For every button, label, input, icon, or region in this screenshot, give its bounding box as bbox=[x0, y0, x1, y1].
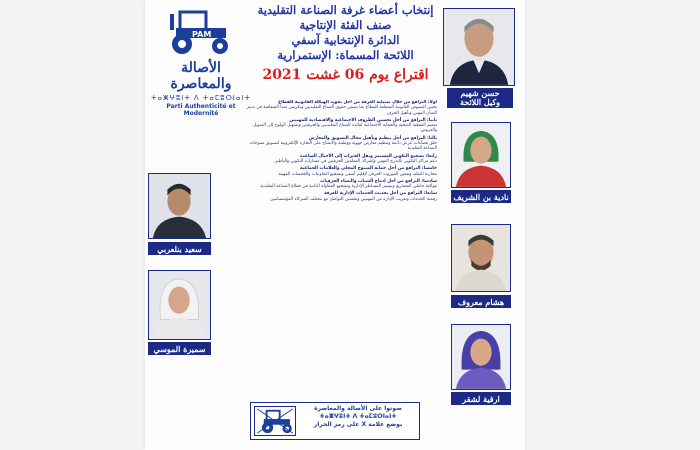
candidate-photo-1 bbox=[443, 8, 515, 86]
program-section bbox=[239, 118, 437, 134]
program-section-heading: سابعا: الترافع من أجل تحديث الخدمات الإدارية للغرفة bbox=[324, 191, 437, 197]
candidate-namebar-1 bbox=[447, 88, 513, 108]
program-section-body: رقمنة الخدمات وتقريب الإدارة من المهنيين وتحسين التواصل مع مختلف الشركاء المؤسساتيين bbox=[270, 196, 437, 202]
candidate-namebar-3 bbox=[148, 242, 211, 255]
vote-instruction-box bbox=[250, 402, 420, 440]
program-section-heading: رابعا: تشجيع التكوين المستمر ونقل الخبرات إلى الأجيال الصاعدة bbox=[299, 153, 437, 159]
electoral-program bbox=[239, 100, 437, 392]
portrait-icon bbox=[149, 174, 210, 238]
program-section-body: دعم مراكز التكوين بالتدرج المهني وإشراك المعلمين الحرفيين في مسارات التكوين والتأطير bbox=[274, 158, 437, 164]
election-flyer bbox=[145, 0, 525, 450]
candidate-photo-4 bbox=[451, 224, 511, 292]
logo-badge-text: PAM bbox=[192, 30, 212, 39]
party-name-ar: الأصالة والمعاصرة bbox=[170, 60, 232, 92]
footer-text bbox=[299, 405, 417, 429]
vote-date: اقتراع يوم 06 غشت 2021 bbox=[262, 67, 429, 83]
candidate-name-5: سميرة الموسي bbox=[153, 343, 206, 354]
program-section-body: تحيين النصوص القانونية المنظمة للقطاع بما يضمن حقوق الصناع التقليديين وتكريس مبدأ الشفافية في تدبير الشأن المهني وتأهيل الحرف bbox=[246, 105, 437, 116]
candidate-name-3: سعيد بنلعربي bbox=[157, 243, 202, 254]
program-section bbox=[239, 154, 437, 165]
candidate-namebar-6 bbox=[451, 392, 511, 405]
tractor-icon bbox=[162, 8, 240, 56]
candidate-name-2: نادية بن الشريف bbox=[453, 191, 509, 202]
flyer-title bbox=[243, 3, 448, 85]
title-line-4: اللائحة المسماة: الإستمرارية bbox=[277, 48, 414, 62]
program-section bbox=[239, 166, 437, 177]
program-section-heading: أولا: الترافع من خلال تمثيلية الغرفة من أجل تجويد الهيكلة القانونية للقطاع bbox=[278, 100, 437, 105]
footer-line-1: صوتوا على الأصالة والمعاصرة bbox=[314, 405, 402, 412]
candidate-name-1: حسن شهيم bbox=[460, 88, 500, 98]
candidate-photo-5 bbox=[148, 270, 211, 340]
candidate-namebar-4 bbox=[451, 295, 511, 308]
party-name-tifinagh: ⵜⴰⵥⵖⵓⵏⵜ ⴷ ⵜⴰⵎⵓⵔⵏⴰⵏⵜ bbox=[151, 94, 251, 102]
program-section-body: محاربة التقليد وتثمين الموروث الحرفي لإقليم آسفي وتشجيع التعاونيات والجمعيات المهنية bbox=[278, 171, 437, 177]
program-section-heading: ثانيا: الترافع من أجل تحسين الظروف الاجتماعية والاقتصادية للمهنيين bbox=[289, 117, 437, 123]
program-section-heading: ثالثا: الترافع من أجل تنظيم وتأهيل مجال التسويق والمعارض bbox=[308, 135, 437, 141]
program-section-body: خلق فضاءات عرض دائمة وتنظيم معارض جهوية ووطنية والانفتاح على التجارة الإلكترونية لتسويق منتوجات الصناعة التقليدية bbox=[249, 141, 437, 152]
program-section bbox=[239, 100, 437, 116]
portrait-icon bbox=[452, 123, 510, 187]
portrait-icon bbox=[149, 271, 210, 339]
party-name-fr: Parti Authenticité et Modernité bbox=[166, 103, 236, 117]
candidate-namebar-5 bbox=[148, 342, 211, 355]
program-section-body: مواكبة حاملي المشاريع وتيسير المساطر الإدارية وتشجيع المقاولة الذاتية في قطاع الصناعة التقليدية bbox=[260, 184, 437, 190]
program-section bbox=[239, 191, 437, 202]
program-section-body: تعميم التغطية الصحية والحماية الاجتماعية لفائدة الصناع التقليديين والحرفيين وتسهيل الولوج إلى التمويل والقروض bbox=[252, 123, 437, 134]
candidate-name-4: هشام معروف bbox=[457, 296, 505, 307]
program-section-heading: سادسا: الترافع من أجل إدماج الشباب والنساء الحرفيات bbox=[320, 178, 437, 184]
candidate-photo-6 bbox=[451, 324, 511, 390]
portrait-icon bbox=[452, 225, 510, 291]
footer-line-3: بوضع علامة X على رمز الجرار bbox=[313, 421, 403, 428]
program-section bbox=[239, 136, 437, 152]
portrait-icon bbox=[452, 325, 510, 389]
footer-line-2: ⵜⴰⵥⵖⵓⵏⵜ ⴷ ⵜⴰⵎⵓⵔⵏⴰⵏⵜ bbox=[319, 413, 397, 420]
title-line-3: الدائرة الإنتخابية آسفي bbox=[291, 33, 400, 47]
candidate-name-6: ارقية لشقر bbox=[462, 393, 500, 404]
program-section bbox=[239, 179, 437, 190]
candidate-photo-2 bbox=[451, 122, 511, 188]
title-line-2: صنف الفئة الإنتاجية bbox=[299, 18, 392, 32]
candidate-photo-3 bbox=[148, 173, 211, 239]
title-line-1: إنتخاب أعضاء غرفة الصناعة التقليدية bbox=[257, 3, 434, 17]
party-logo bbox=[151, 6, 251, 116]
candidate-role-1: وكيل اللائحة bbox=[459, 97, 501, 107]
program-section-heading: خامسا: الترافع من أجل حماية المنتوج المحلي والعلامات الجماعية bbox=[300, 166, 437, 172]
candidate-namebar-2 bbox=[451, 190, 511, 203]
tractor-icon bbox=[254, 406, 296, 436]
portrait-icon bbox=[444, 9, 514, 85]
